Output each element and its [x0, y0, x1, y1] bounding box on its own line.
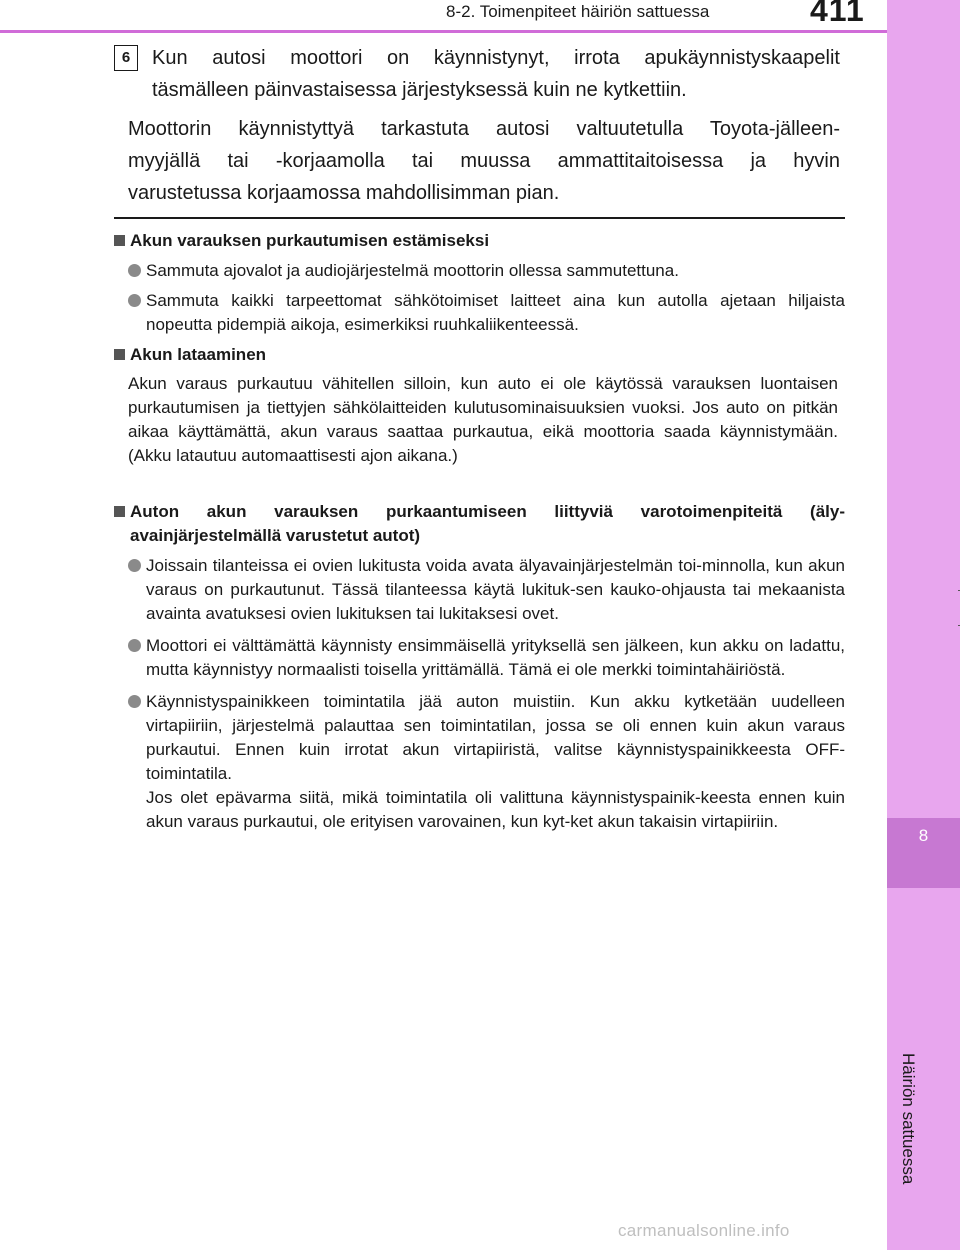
advice-line: varustetussa korjaamossa mahdollisimman pian.	[128, 182, 560, 204]
section-smart-key-precautions	[114, 500, 845, 834]
circle-bullet-icon	[128, 639, 141, 652]
section-battery-charging	[114, 343, 845, 468]
square-bullet-icon	[114, 506, 125, 517]
advice-line: Moottorin käynnistyttyä tarkastuta autosi valtuutetulla Toyota-jälleen-	[128, 118, 840, 140]
section-paragraph: Akun varaus purkautuu vähitellen silloin, kun auto ei ole käytössä varauksen luontaisen purkautumisen ja tiettyjen sähkölaitteiden kulutusominaisuuksien vuoksi. Jos auto on pitkän aikaa käyttämättä, akun varaus saattaa purkautua, eikä moottoria saada käynnistymään. (Akku latautuu automaattisesti ajon aikana.)	[128, 374, 838, 465]
list-item: Moottori ei välttämättä käynnisty ensimmäisellä yrityksellä sen jälkeen, kun akku on ladattu, mutta käynnistyy normaalisti toisella yrittämällä. Tämä ei ole merkki toimintahäiriöstä.	[114, 634, 845, 682]
section-discharge-prevention	[114, 229, 845, 337]
chapter-label: Häiriön sattuessa	[899, 1053, 918, 1185]
step-number-box: 6	[114, 45, 138, 71]
list-item: Sammuta ajovalot ja audiojärjestelmä moottorin ollessa sammutettuna.	[114, 259, 845, 283]
list-item-continuation: Jos olet epävarma siitä, mikä toimintatila oli valittuna käynnistyspainik-keesta ennen kuin akun varaus purkautui, ole erityisen varovainen, kun kyt-ket akun takaisin virtapiiriin.	[146, 788, 845, 831]
list-item: Sammuta kaikki tarpeettomat sähkötoimiset laitteet aina kun autolla ajetaan hiljaista nopeutta pidempiä aikoja, esimerkiksi ruuhkaliikenteessä.	[114, 289, 845, 337]
watermark: carmanualsonline.info	[618, 1221, 790, 1240]
section-divider	[114, 217, 845, 219]
step-text-line: Kun autosi moottori on käynnistynyt, irrota apukäynnistyskaapelit	[152, 47, 840, 69]
square-bullet-icon	[114, 235, 125, 246]
circle-bullet-icon	[128, 559, 141, 572]
step-text-line: täsmälleen päinvastaisessa järjestyksessä kuin ne kytkettiin.	[152, 79, 687, 101]
advice-paragraph	[128, 113, 840, 209]
circle-bullet-icon	[128, 695, 141, 708]
header-rule	[0, 30, 887, 33]
section-title: 8-2. Toimenpiteet häiriön sattuessa	[446, 2, 710, 21]
list-item: Käynnistyspainikkeen toimintatila jää auton muistiin. Kun akku kytketään uudelleen virtapiiriin, järjestelmä palauttaa sen toimintatilan, jossa se oli ennen kuin akun varaus purkautui. Ennen kuin irrotat akun virtapiiristä, valitse käynnistyspainikkeesta OFF-toimintatila. Jos olet epävarma siitä, mikä toimintatila oli valittuna käynnistyspainik-keesta ennen kuin akun varaus purkautui, ole erityisen varovainen, kun kyt-ket akun takaisin virtapiiriin.	[114, 690, 845, 834]
section-heading: Akun varauksen purkautumisen estämiseksi	[114, 229, 845, 253]
step-text	[152, 42, 840, 106]
page-number: 411	[810, 0, 865, 28]
advice-line: myyjällä tai -korjaamolla tai muussa ammattitaitoisessa ja hyvin	[128, 150, 840, 172]
circle-bullet-icon	[128, 264, 141, 277]
circle-bullet-icon	[128, 294, 141, 307]
square-bullet-icon	[114, 349, 125, 360]
section-heading: Auton akun varauksen purkaantumiseen liittyviä varotoimenpiteitä (äly-avainjärjestelmällä varustetut autot)	[114, 500, 845, 548]
list-item: Joissain tilanteissa ei ovien lukitusta voida avata älyavainjärjestelmän toi-minnolla, kun akun varaus on purkautunut. Tässä tilanteessa käytä lukituk-sen kauko-ohjausta tai mekaanista avainta avatuksesi ovien lukituksen tai lukitaksesi ovet.	[114, 554, 845, 626]
chapter-number: 8	[918, 826, 929, 845]
section-heading: Akun lataaminen	[114, 343, 845, 367]
